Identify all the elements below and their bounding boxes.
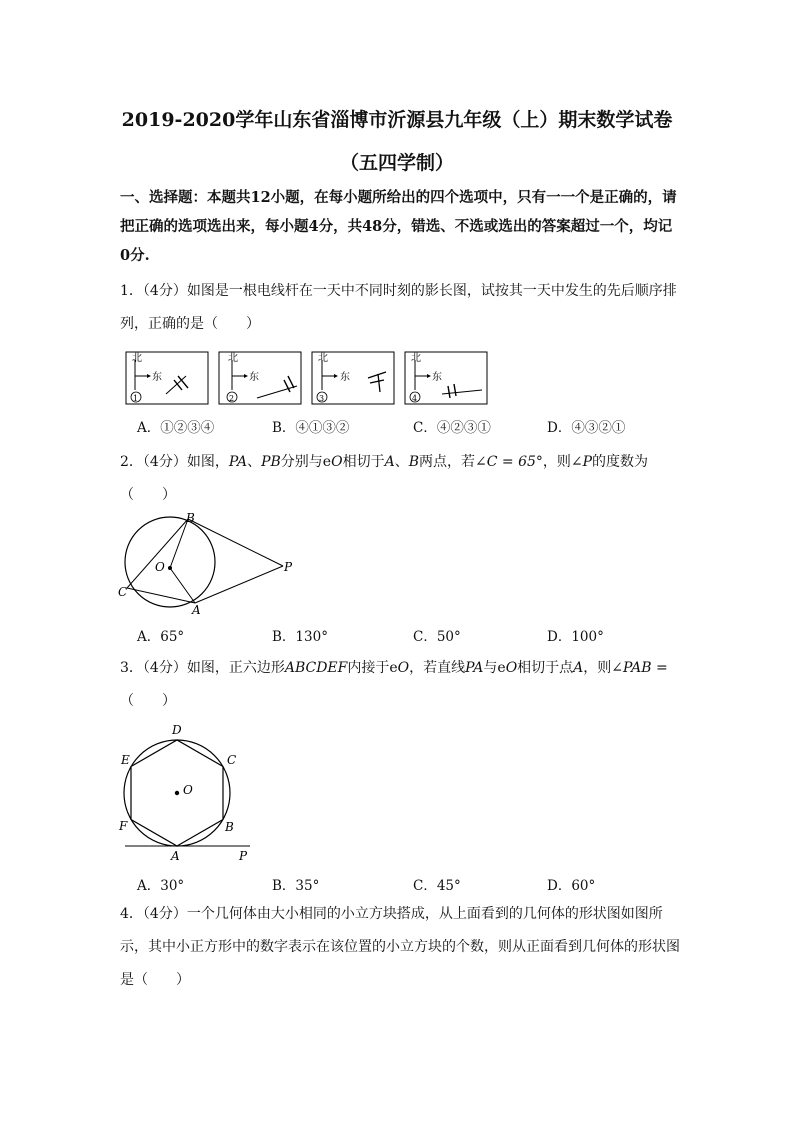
- q1-option-c[interactable]: C．④②③①: [413, 420, 491, 436]
- svg-text:P: P: [239, 849, 248, 863]
- svg-text:北: 北: [318, 353, 328, 364]
- svg-text:东: 东: [152, 372, 162, 383]
- question-2-figure: [115, 510, 305, 618]
- question-2-text: 2．（4分）如图，PA、PB分别与eO相切于A、B两点，若∠C = 65°，则∠P的度数为（ ）: [120, 454, 649, 503]
- svg-text:B: B: [186, 511, 195, 525]
- question-1-figure: [122, 350, 492, 408]
- q1-option-b[interactable]: B．④①③②: [272, 420, 350, 436]
- question-3-text: 3．（4分）如图，正六边形ABCDEF内接于eO，若直线PA与eO相切于点A，则∠PAB =（ ）: [120, 660, 668, 709]
- svg-text:北: 北: [411, 353, 421, 364]
- question-1-text: 1．（4分）如图是一根电线杆在一天中不同时刻的影长图，试按其一天中发生的先后顺序排列，正确的是（ ）: [120, 283, 677, 332]
- shadow-panel-3: [312, 352, 394, 404]
- svg-text:4: 4: [412, 394, 418, 403]
- svg-text:F: F: [119, 819, 128, 833]
- svg-text:D: D: [172, 723, 182, 737]
- q3-option-c[interactable]: C．45°: [413, 878, 461, 894]
- q2-option-d[interactable]: D．100°: [547, 629, 604, 645]
- svg-text:东: 东: [249, 372, 259, 383]
- question-3-figure: [115, 720, 260, 866]
- exam-title: 2019-2020学年山东省淄博市沂源县九年级（上）期末数学试卷: [121, 109, 673, 131]
- svg-text:O: O: [155, 560, 165, 574]
- question-4-text: 4．（4分）一个几何体由大小相同的小立方块搭成，从上面看到的几何体的形状图如图所示，其中小正方形中的数字表示在该位置的小立方块的个数，则从正面看到几何体的形状图是（ ）: [120, 906, 680, 988]
- svg-text:A: A: [171, 849, 180, 863]
- svg-text:3: 3: [319, 394, 325, 403]
- svg-text:E: E: [121, 753, 130, 767]
- svg-text:1: 1: [133, 394, 139, 403]
- svg-text:北: 北: [132, 353, 142, 364]
- q2-option-a[interactable]: A．65°: [137, 629, 185, 645]
- svg-text:O: O: [183, 783, 193, 797]
- svg-text:A: A: [192, 603, 201, 617]
- svg-text:2: 2: [229, 394, 235, 403]
- section-heading: 一、选择题：本题共12小题，在每小题所给出的四个选项中，只有一一个是正确的，请把正确的选项选出来，每小题4分，共48分，错选、不选或选出的答案超过一个，均记0分.: [120, 189, 677, 264]
- svg-text:东: 东: [340, 372, 350, 383]
- q1-option-d[interactable]: D．④③②①: [547, 420, 626, 436]
- exam-subtitle: （五四学制）: [339, 152, 454, 174]
- svg-text:C: C: [227, 753, 237, 767]
- shadow-panel-2: [219, 352, 301, 404]
- q3-option-a[interactable]: A．30°: [137, 878, 185, 894]
- shadow-panel-1: [126, 352, 208, 404]
- q2-option-c[interactable]: C．50°: [413, 629, 461, 645]
- svg-text:B: B: [225, 820, 234, 834]
- svg-text:C: C: [118, 585, 128, 599]
- q3-option-d[interactable]: D．60°: [547, 878, 596, 894]
- svg-text:P: P: [284, 560, 293, 574]
- shadow-panel-4: [405, 352, 487, 404]
- q1-option-a[interactable]: A．①②③④: [137, 420, 215, 436]
- svg-text:东: 东: [432, 372, 442, 383]
- svg-text:北: 北: [228, 353, 238, 364]
- q2-option-b[interactable]: B．130°: [272, 629, 328, 645]
- q3-option-b[interactable]: B．35°: [272, 878, 320, 894]
